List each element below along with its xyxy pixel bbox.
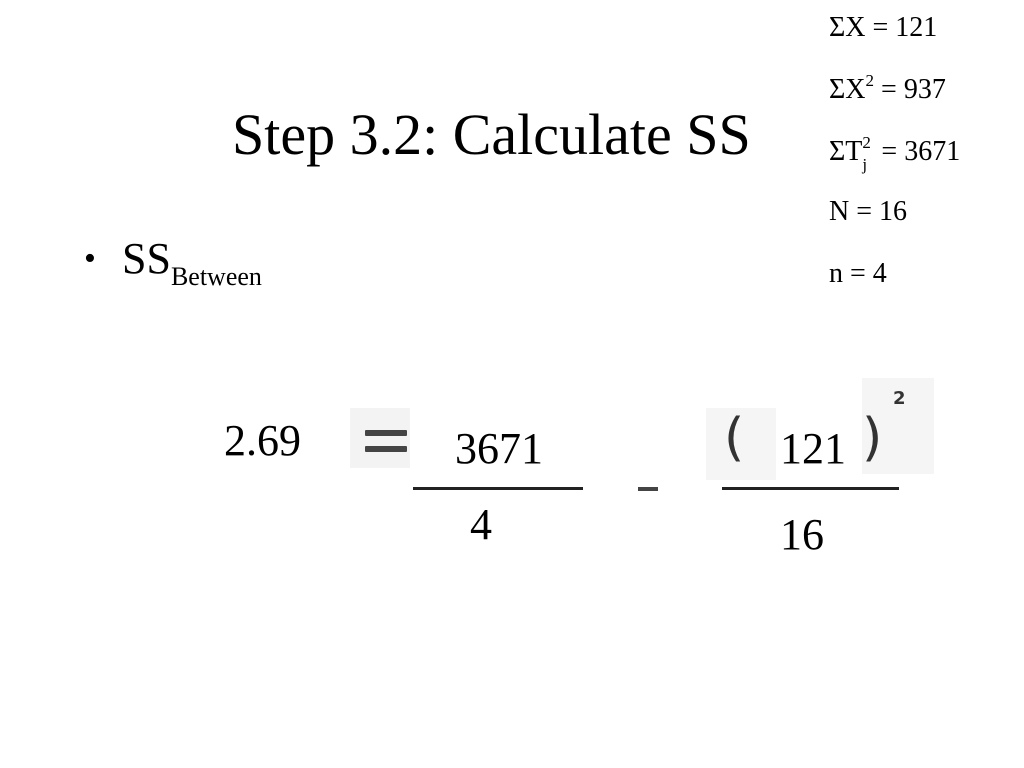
slide-title: Step 3.2: Calculate SS xyxy=(232,102,751,167)
stat-sum-x-text: ΣX = 121 xyxy=(829,12,938,43)
bullet-ss-between xyxy=(84,234,262,302)
second-denominator: 16 xyxy=(780,510,824,559)
stat-sum-x-squared-value: = 937 xyxy=(874,74,946,105)
right-parenthesis: ) xyxy=(862,408,883,468)
stat-sum-tj-squared xyxy=(829,133,961,174)
bullet-subscript: Between xyxy=(170,262,262,291)
minus-sign xyxy=(638,487,658,491)
second-numerator: 121 xyxy=(780,424,846,473)
first-fraction-bar xyxy=(413,487,583,490)
stat-sum-tj-squared-indices xyxy=(862,133,874,174)
stat-total-n-text: N = 16 xyxy=(829,196,908,227)
stat-sum-tj-squared-value: = 3671 xyxy=(874,136,961,167)
left-parenthesis: ( xyxy=(724,408,745,468)
stat-sum-tj-squared-base: ΣT xyxy=(829,136,863,167)
stat-sum-tj-squared-subscript: j xyxy=(862,155,868,174)
equals-sign-top-bar xyxy=(365,430,407,436)
second-fraction-bar xyxy=(722,487,899,490)
stat-sum-x-squared-base: ΣX xyxy=(829,74,866,105)
bullet-main-text: SS xyxy=(122,234,171,283)
formula-result: 2.69 xyxy=(224,416,301,465)
stat-group-n xyxy=(829,258,887,290)
summary-statistics xyxy=(829,0,1019,300)
stat-sum-x-squared-exponent: 2 xyxy=(865,71,875,90)
first-denominator: 4 xyxy=(470,500,492,549)
stat-sum-x xyxy=(829,12,937,44)
stat-sum-tj-squared-exponent: 2 xyxy=(862,133,871,152)
stat-sum-x-squared xyxy=(829,71,946,106)
first-numerator: 3671 xyxy=(455,424,543,473)
stat-total-n xyxy=(829,196,907,228)
bullet-marker: • xyxy=(84,240,96,277)
equals-sign xyxy=(365,420,410,460)
equals-sign-bottom-bar xyxy=(365,446,407,452)
squared-exponent: 2 xyxy=(893,388,906,409)
stat-group-n-text: n = 4 xyxy=(829,258,887,289)
